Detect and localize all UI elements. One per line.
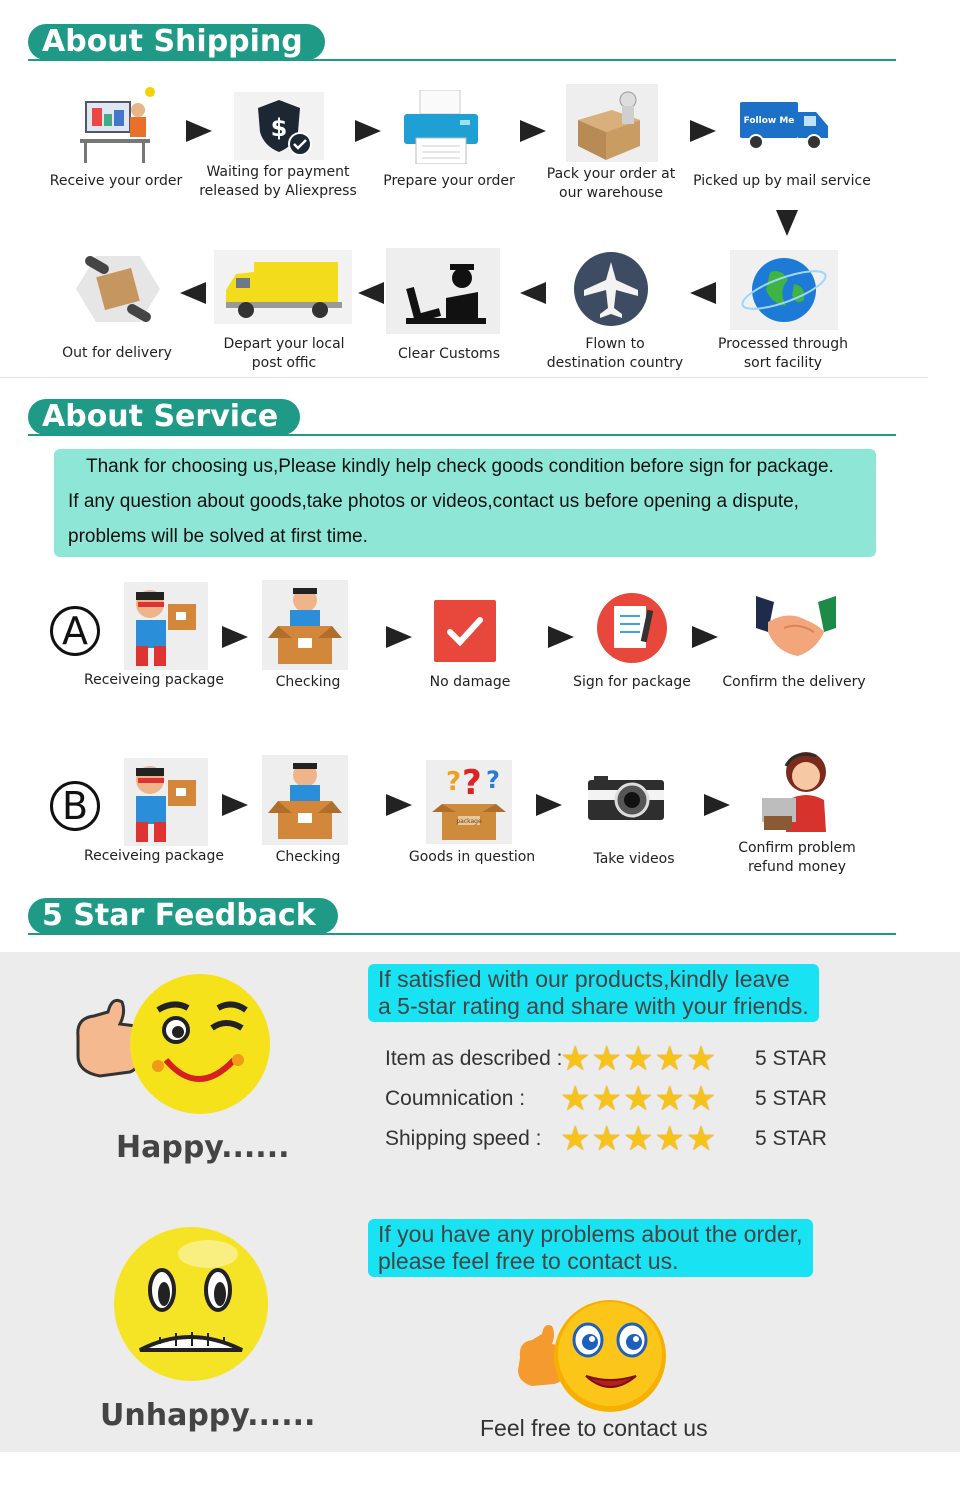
arrow-right-icon xyxy=(355,120,381,142)
globe-icon xyxy=(730,250,838,330)
section-divider xyxy=(28,59,896,61)
star-rating-icon: ★★★★★ xyxy=(560,1039,718,1079)
arrow-right-icon xyxy=(548,626,574,648)
question-box-icon xyxy=(426,760,512,844)
courier-man-icon xyxy=(124,758,208,846)
svg-text:?: ? xyxy=(446,767,462,797)
rating-value: 5 STAR xyxy=(755,1047,827,1070)
flow-label: Receive your order xyxy=(49,173,183,189)
note-line: a 5-star rating and share with your friends. xyxy=(378,993,809,1019)
truck-icon xyxy=(738,98,830,152)
service-text-line: Thank for choosing us,Please kindly help check goods condition before sign for package. xyxy=(86,456,834,477)
desk-computer-icon xyxy=(78,84,158,166)
rating-label: Shipping speed : xyxy=(385,1127,542,1150)
flow-label: Depart your local post offic xyxy=(223,336,345,371)
note-line: please feel free to contact us. xyxy=(378,1248,679,1274)
sign-document-icon xyxy=(596,592,668,664)
problem-note xyxy=(368,1219,813,1277)
dollar-shield-icon xyxy=(234,92,324,160)
courier-man-icon xyxy=(124,582,208,670)
arrow-right-icon xyxy=(386,794,412,816)
flow-label: No damage xyxy=(429,674,511,690)
contact-label: Feel free to contact us xyxy=(480,1415,708,1441)
flow-label: Checking xyxy=(275,674,341,690)
flow-label: Flown to destination country xyxy=(546,336,684,371)
section-header-service: About Service xyxy=(28,399,300,435)
flow-label: Out for delivery xyxy=(62,345,172,361)
section-divider xyxy=(28,933,896,935)
customs-icon xyxy=(386,248,500,334)
section-header-feedback: 5 Star Feedback xyxy=(28,898,338,934)
arrow-right-icon xyxy=(222,794,248,816)
note-line: If you have any problems about the order, xyxy=(378,1221,803,1247)
handover-box-icon xyxy=(76,252,160,326)
truck-text: Follow Me xyxy=(743,116,795,126)
flow-label: Confirm problem refund money xyxy=(738,840,856,875)
satisfied-note xyxy=(368,964,819,1022)
flow-label: Processed through sort facility xyxy=(717,336,849,371)
airplane-icon xyxy=(572,250,650,328)
star-rating-icon: ★★★★★ xyxy=(560,1119,718,1159)
unhappy-label: Unhappy...... xyxy=(100,1398,316,1433)
arrow-right-icon xyxy=(386,626,412,648)
happy-emoji-icon xyxy=(70,972,276,1122)
arrow-left-icon xyxy=(520,282,546,304)
flow-label: Pack your order at our warehouse xyxy=(546,166,676,201)
service-text-line: If any question about goods,take photos or videos,contact us before opening a dispute, xyxy=(68,491,799,512)
arrow-right-icon xyxy=(520,120,546,142)
flow-label: Picked up by mail service xyxy=(693,173,871,189)
flow-label: Take videos xyxy=(593,851,675,867)
arrow-down-icon xyxy=(776,210,798,236)
arrow-right-icon xyxy=(704,794,730,816)
rating-value: 5 STAR xyxy=(755,1087,827,1110)
section-divider xyxy=(28,434,896,436)
contact-emoji-icon xyxy=(514,1298,668,1414)
service-notice xyxy=(54,449,876,557)
arrow-right-icon xyxy=(690,120,716,142)
option-a-badge: A xyxy=(50,606,100,656)
happy-label: Happy...... xyxy=(116,1130,290,1165)
arrow-right-icon xyxy=(536,794,562,816)
rating-label: Coumnication : xyxy=(385,1087,526,1110)
section-header-shipping: About Shipping xyxy=(28,24,325,60)
svg-text:?: ? xyxy=(486,766,500,794)
rating-value: 5 STAR xyxy=(755,1127,827,1150)
yellow-van-icon xyxy=(214,250,352,324)
arrow-left-icon xyxy=(690,282,716,304)
package-label: package xyxy=(456,818,482,825)
flow-label: Prepare your order xyxy=(383,173,515,189)
printer-icon xyxy=(402,90,480,164)
flow-label: Checking xyxy=(275,849,341,865)
arrow-right-icon xyxy=(186,120,212,142)
camera-icon xyxy=(588,772,664,824)
support-girl-icon xyxy=(758,746,836,832)
unhappy-emoji-icon xyxy=(110,1224,272,1384)
arrow-left-icon xyxy=(180,282,206,304)
checking-box-icon xyxy=(262,755,348,845)
rating-label: Item as described : xyxy=(385,1047,563,1070)
check-mark-icon xyxy=(434,600,496,662)
flow-label: Sign for package xyxy=(573,674,691,690)
star-rating-icon: ★★★★★ xyxy=(560,1079,718,1119)
note-line: If satisfied with our products,kindly leave xyxy=(378,966,790,992)
checking-box-icon xyxy=(262,580,348,670)
svg-text:?: ? xyxy=(462,763,482,803)
flow-label: Receiveing package xyxy=(83,848,224,864)
flow-label: Goods in question xyxy=(408,849,536,865)
arrow-left-icon xyxy=(358,282,384,304)
handshake-icon xyxy=(754,592,838,664)
arrow-right-icon xyxy=(692,626,718,648)
flow-label: Clear Customs xyxy=(398,346,500,362)
flow-label: Confirm the delivery xyxy=(722,674,866,690)
svg-text:$: $ xyxy=(270,114,288,142)
flow-label: Receiveing package xyxy=(83,672,224,688)
option-b-badge: B xyxy=(50,781,100,831)
service-text-line: problems will be solved at first time. xyxy=(68,526,368,547)
arrow-right-icon xyxy=(222,626,248,648)
package-icon xyxy=(566,84,658,162)
divider xyxy=(0,377,928,378)
flow-label: Waiting for payment released by Aliexpress xyxy=(199,164,357,199)
